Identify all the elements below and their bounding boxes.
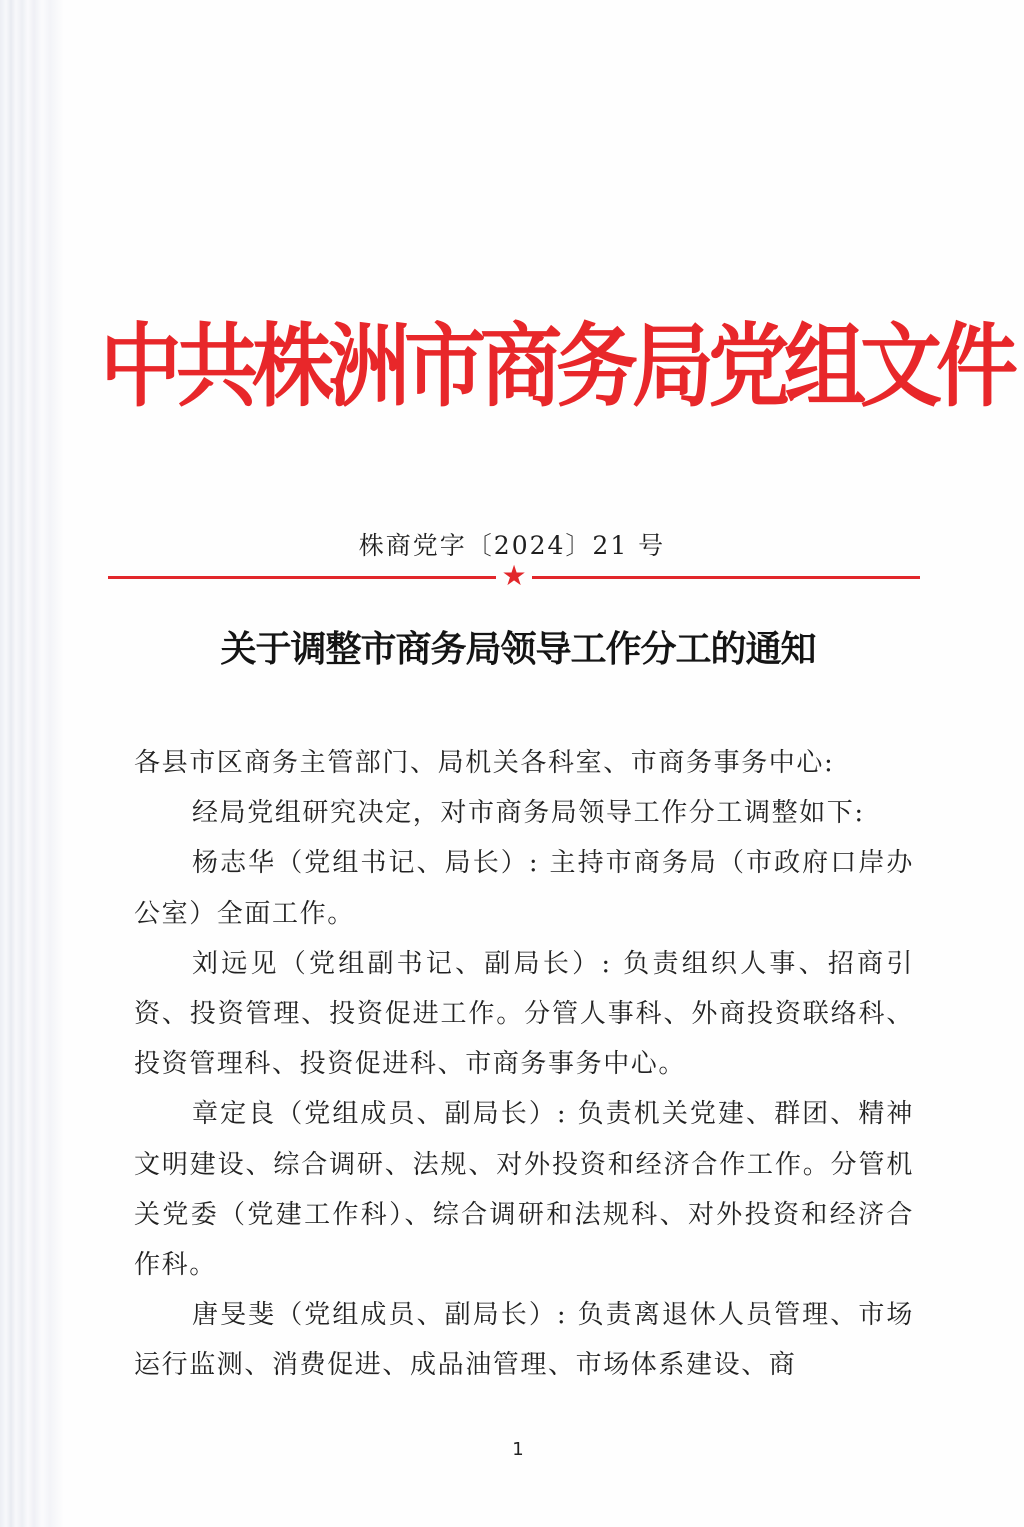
red-rule-left bbox=[108, 576, 496, 579]
paragraph: 杨志华（党组书记、局长）: 主持市商务局（市政府口岸办公室）全面工作。 bbox=[134, 848, 914, 929]
paragraph: 章定良（党组成员、副局长）: 负责机关党建、群团、精神文明建设、综合调研、法规、对外投资和经济合作工作。分管机关党委（党建工作科）、综合调研和法规科、对外投资和经济合作科。 bbox=[134, 1099, 914, 1281]
red-rule-right bbox=[532, 576, 920, 579]
paragraph: 经局党组研究决定，对市商务局领导工作分工调整如下: bbox=[192, 798, 865, 829]
issuer-header: 中共株洲市商务局党组文件 bbox=[100, 315, 1013, 420]
document-body bbox=[134, 738, 914, 1391]
addressee: 各县市区商务主管部门、局机关各科室、市商务事务中心: bbox=[134, 748, 835, 778]
paragraph: 唐旻斐（党组成员、副局长）: 负责离退休人员管理、市场运行监测、消费促进、成品油管理、市场体系建设、商 bbox=[134, 1300, 914, 1381]
document-number: 株商党字〔2024〕21 号 bbox=[358, 531, 666, 560]
star-icon: ★ bbox=[501, 559, 527, 592]
binding-edge bbox=[0, 0, 64, 1527]
notice-title: 关于调整市商务局领导工作分工的通知 bbox=[220, 629, 816, 670]
paragraph: 刘远见（党组副书记、副局长）: 负责组织人事、招商引资、投资管理、投资促进工作。分管人事科、外商投资联络科、投资管理科、投资促进科、市商务事务中心。 bbox=[134, 948, 914, 1080]
page-number: 1 bbox=[512, 1439, 524, 1460]
